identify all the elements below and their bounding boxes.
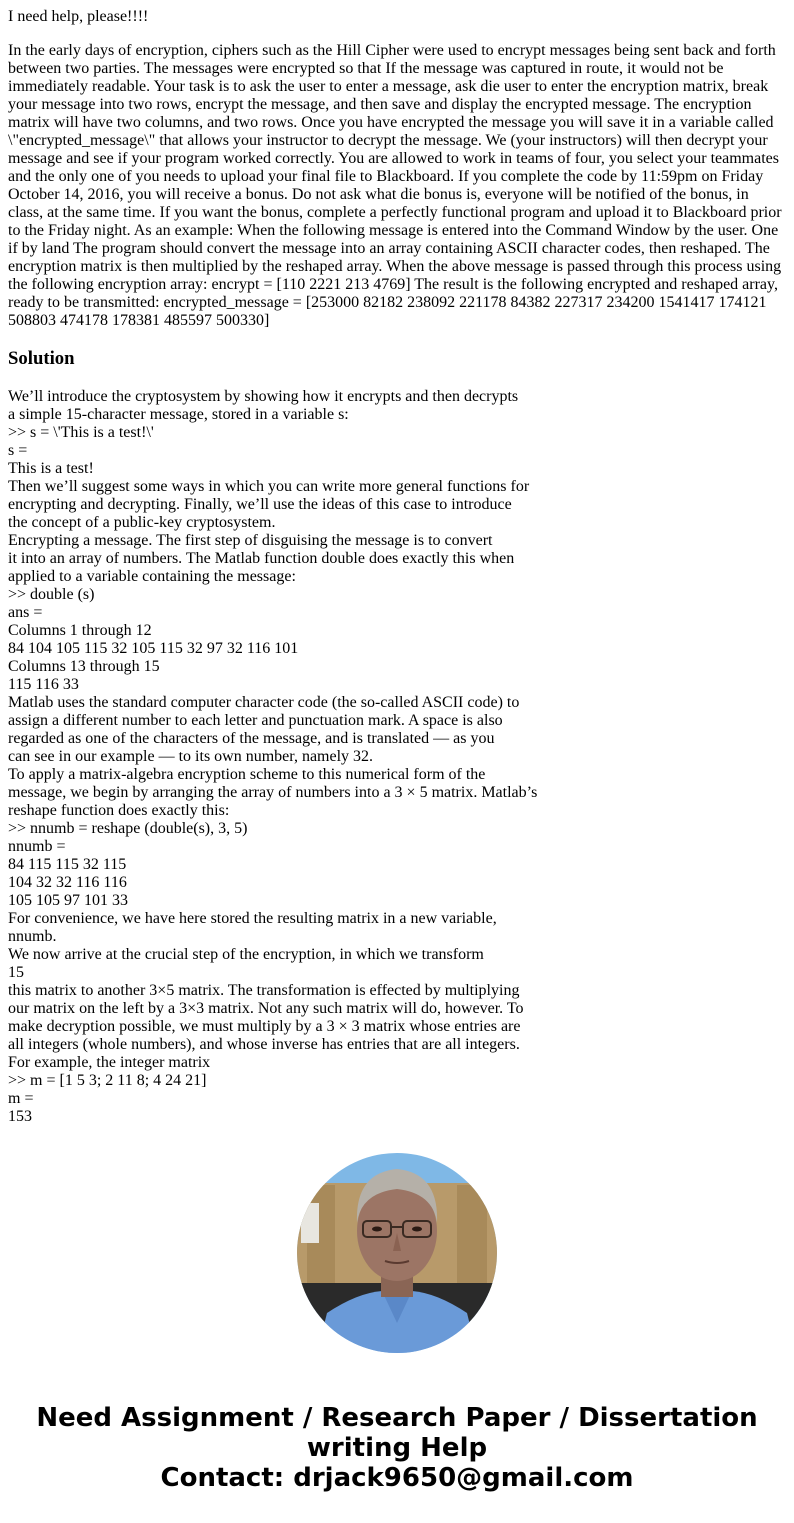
question-body: In the early days of encryption, ciphers such as the Hill Cipher were used to encrypt messages being sent back and forth between two parties. The messages were encrypted so that If the message was captured in route, it would not be immediately readable. Your task is to ask the user to enter a message, ask die user to enter the encryption matrix, break your message into two rows, encrypt the message, and then save and display the encrypted message. The encryption matrix will have two columns, and two rows. Once you have encrypted the message you will save it in a variable called \"encrypted_message\" that allows your instructor to decrypt the message. We (your instructors) will then decrypt your message and see if your program worked correctly. You are allowed to work in teams of four, you select your teammates and the only one of you needs to upload your final file to Blackboard. If you complete the code by 11:59pm on Friday October 14, 2016, you will receive a bonus. Do not ask what die bonus is, everyone will be notified of the bonus, in class, at the same time. If you want the bonus, complete a perfectly functional program and upload it to Blackboard prior to the Friday night. As an example: When the following message is entered into the Command Window by the user. One if by land The program should convert the message into an array containing ASCII character codes, then reshaped. The encryption matrix is then multiplied by the reshaped array. When the above message is passed through this process using the following encryption array: encrypt = [110 2221 213 4769] The result is the following encrypted and reshaped array, ready to be transmitted: encrypted_message = [253000 82182 238092 221178 84382 227317 234200 1541417 174121 508803 474178 178381 485597 500330] [8,42,782,329]
solution-line: reshape function does exactly this: [8,802,230,819]
solution-line: can see in our example — to its own number, namely 32. [8,748,374,765]
footer-line-1: Need Assignment / Research Paper / Dissertation [36,1403,758,1433]
solution-line: message, we begin by arranging the array of numbers into a 3 × 5 matrix. Matlab’s [8,784,538,801]
solution-line: our matrix on the left by a 3×3 matrix. Not any such matrix will do, however. To [8,1000,524,1017]
code-line: >> double (s) [8,586,95,603]
code-line: 153 [8,1108,32,1125]
question-section [8,8,786,330]
code-line: 84 104 105 115 32 105 115 32 97 32 116 101 [8,640,299,657]
question-intro: I need help, please!!!! [8,8,149,25]
solution-line: Matlab uses the standard computer character code (the so-called ASCII code) to [8,694,520,711]
code-line: s = [8,442,28,459]
solution-line: this matrix to another 3×5 matrix. The transformation is effected by multiplying [8,982,520,999]
solution-line: Encrypting a message. The first step of disguising the message is to convert [8,532,493,549]
code-line: m = [8,1090,34,1107]
solution-section [8,348,786,1126]
avatar [297,1153,497,1353]
solution-body [8,388,786,1126]
code-line: Columns 13 through 15 [8,658,160,675]
solution-line: applied to a variable containing the message: [8,568,296,585]
code-line: This is a test! [8,460,94,477]
solution-line: For convenience, we have here stored the resulting matrix in a new variable, [8,910,497,927]
solution-line: For example, the integer matrix [8,1054,211,1071]
solution-title: Solution [8,348,75,369]
solution-line: it into an array of numbers. The Matlab function double does exactly this when [8,550,515,567]
solution-line: nnumb. [8,928,57,945]
solution-line: assign a different number to each letter and punctuation mark. A space is also [8,712,503,729]
code-line: >> s = \'This is a test!\' [8,424,154,441]
code-line: Columns 1 through 12 [8,622,152,639]
solution-line: the concept of a public-key cryptosystem. [8,514,276,531]
contact-email: Contact: drjack9650@gmail.com [160,1463,634,1493]
solution-line: To apply a matrix-algebra encryption scheme to this numerical form of the [8,766,486,783]
code-line: ans = [8,604,43,621]
code-line: >> m = [1 5 3; 2 11 8; 4 24 21] [8,1072,207,1089]
contact-footer [0,1403,794,1493]
solution-line: all integers (whole numbers), and whose inverse has entries that are all integers. [8,1036,520,1053]
solution-line: make decryption possible, we must multiply by a 3 × 3 matrix whose entries are [8,1018,521,1035]
solution-line: We’ll introduce the cryptosystem by showing how it encrypts and then decrypts [8,388,519,405]
matrix-row: 105 105 97 101 33 [8,892,128,909]
solution-line: a simple 15-character message, stored in a variable s: [8,406,349,423]
page-number: 15 [8,964,24,981]
solution-line: encrypting and decrypting. Finally, we’ll use the ideas of this case to introduce [8,496,512,513]
solution-line: We now arrive at the crucial step of the encryption, in which we transform [8,946,484,963]
code-line: >> nnumb = reshape (double(s), 3, 5) [8,820,248,837]
matrix-row: 104 32 32 116 116 [8,874,127,891]
matrix-row: 84 115 115 32 115 [8,856,127,873]
solution-line: Then we’ll suggest some ways in which you can write more general functions for [8,478,530,495]
code-line: nnumb = [8,838,66,855]
code-line: 115 116 33 [8,676,79,693]
tutor-photo-icon [297,1153,497,1353]
solution-line: regarded as one of the characters of the message, and is translated — as you [8,730,495,747]
footer-line-2: writing Help [306,1433,488,1463]
